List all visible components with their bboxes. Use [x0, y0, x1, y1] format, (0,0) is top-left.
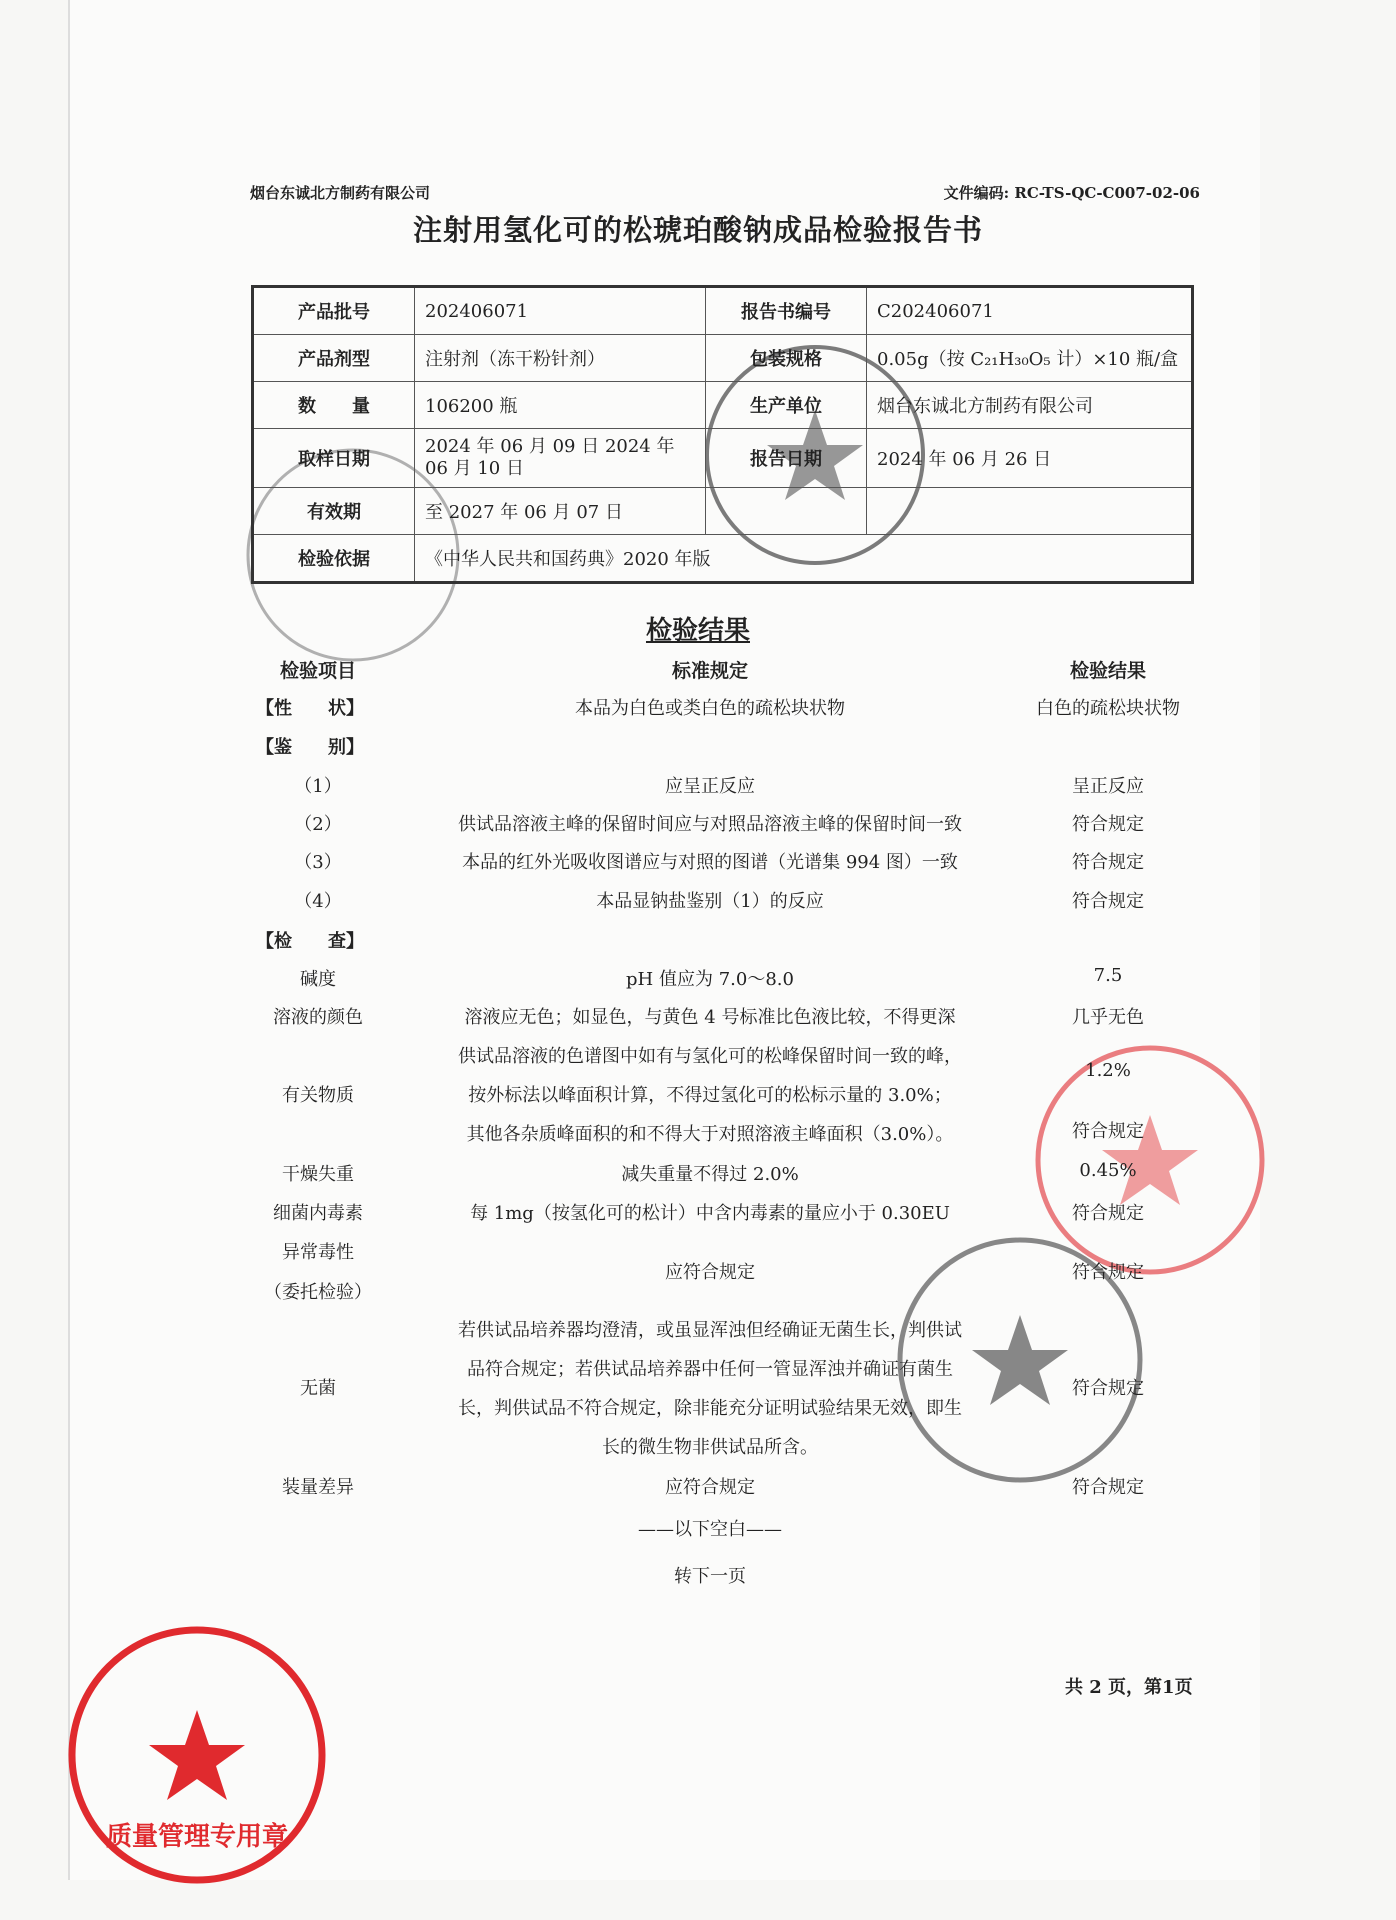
std: pH 值应为 7.0～8.0 — [626, 969, 794, 990]
result: 符合规定 — [1072, 1262, 1144, 1283]
expiry-value: 至 2027 年 06 月 07 日 — [415, 488, 706, 535]
page-title: 注射用氢化可的松琥珀酸钠成品检验报告书 — [412, 213, 983, 247]
results-heading: 检验结果 — [645, 616, 750, 646]
col-item-header: 检验项目 — [279, 660, 357, 682]
basis-label: 检验依据 — [253, 535, 415, 583]
result: 符合规定 — [1072, 1477, 1144, 1498]
item: （委托检验） — [264, 1282, 372, 1303]
std: 长，判供试品不符合规定，除非能充分证明试验结果无效，即生 — [458, 1398, 962, 1419]
result: 符合规定 — [1072, 1203, 1144, 1224]
result: 符合规定 — [1072, 1121, 1144, 1142]
item: （1） — [294, 776, 342, 797]
product-info-table — [251, 285, 1194, 584]
std: 本品的红外光吸收图谱应与对照的图谱（光谱集 994 图）一致 — [462, 852, 958, 873]
result-row — [0, 733, 1396, 771]
next-page-note: 转下一页 — [674, 1566, 746, 1587]
item: 有关物质 — [282, 1085, 354, 1106]
result: 符合规定 — [1072, 852, 1144, 873]
qty-value: 106200 瓶 — [415, 382, 706, 429]
col-result-header: 检验结果 — [1069, 660, 1147, 682]
item: 异常毒性 — [282, 1242, 354, 1263]
item: 细菌内毒素 — [273, 1203, 363, 1224]
std: 若供试品培养器均澄清，或虽显浑浊但经确证无菌生长，判供试 — [458, 1320, 962, 1341]
item: 溶液的颜色 — [273, 1007, 363, 1028]
std: 本品为白色或类白色的疏松块状物 — [575, 698, 845, 719]
batch-value: 202406071 — [415, 287, 706, 335]
sample-value: 2024 年 06 月 09 日 2024 年 06 月 10 日 — [415, 429, 706, 488]
company-name: 烟台东诚北方制药有限公司 — [250, 184, 431, 202]
svg-text:质量管理专用章: 质量管理专用章 — [105, 1822, 289, 1852]
doc-code: 文件编码: RC-TS-QC-C007-02-06 — [943, 184, 1200, 202]
page-count: 共 2 页，第1页 — [1065, 1677, 1193, 1698]
std: 按外标法以峰面积计算，不得过氢化可的松标示量的 3.0%； — [468, 1085, 952, 1106]
std: 每 1mg（按氢化可的松计）中含内毒素的量应小于 0.30EU — [470, 1203, 950, 1224]
maker-value: 烟台东诚北方制药有限公司 — [867, 382, 1193, 429]
maker-label: 生产单位 — [706, 382, 867, 429]
item: 【检 查】 — [256, 931, 364, 952]
result-row — [0, 810, 1396, 848]
item: 干燥失重 — [282, 1164, 354, 1185]
result: 几乎无色 — [1072, 1007, 1144, 1028]
col-std-header: 标准规定 — [671, 660, 749, 682]
sample-label: 取样日期 — [253, 429, 415, 488]
std: 应呈正反应 — [665, 776, 755, 797]
result-row — [0, 1199, 1396, 1237]
result-row — [0, 1316, 1396, 1472]
result: 1.2% — [1085, 1060, 1131, 1081]
pack-value: 0.05g（按 C₂₁H₃₀O₅ 计）×10 瓶/盒 — [867, 335, 1193, 382]
item: （2） — [294, 814, 342, 835]
std: 应符合规定 — [665, 1262, 755, 1283]
basis-value: 《中华人民共和国药典》2020 年版 — [415, 535, 1193, 583]
result-row — [0, 1238, 1396, 1318]
std: 其他各杂质峰面积的和不得大于对照溶液主峰面积（3.0%）。 — [466, 1124, 954, 1145]
result-row — [0, 1160, 1396, 1198]
item: 装量差异 — [282, 1477, 354, 1498]
item: 【鉴 别】 — [256, 737, 364, 758]
batch-label: 产品批号 — [253, 287, 415, 335]
result-row — [0, 1473, 1396, 1511]
std: 减失重量不得过 2.0% — [621, 1164, 799, 1185]
std: 应符合规定 — [665, 1477, 755, 1498]
result: 白色的疏松块状物 — [1036, 698, 1180, 719]
item: 碱度 — [300, 969, 336, 990]
blank-marker: ——以下空白—— — [638, 1519, 782, 1540]
result-row — [0, 1003, 1396, 1041]
expiry-label: 有效期 — [253, 488, 415, 535]
result-row — [0, 772, 1396, 810]
result-row — [0, 965, 1396, 1003]
result-row — [0, 1042, 1396, 1158]
item: 【性 状】 — [256, 698, 364, 719]
form-value: 注射剂（冻干粉针剂） — [415, 335, 706, 382]
qty-label: 数 量 — [253, 382, 415, 429]
report-date-value: 2024 年 06 月 26 日 — [867, 429, 1193, 488]
result-row — [0, 887, 1396, 925]
result: 符合规定 — [1072, 814, 1144, 835]
result: 呈正反应 — [1072, 776, 1144, 797]
std: 本品显钠盐鉴别（1）的反应 — [596, 891, 824, 912]
result: 7.5 — [1093, 965, 1123, 986]
report-no-label: 报告书编号 — [706, 287, 867, 335]
quality-stamp — [62, 1620, 332, 1890]
result-row — [0, 927, 1396, 965]
result-row — [0, 848, 1396, 886]
result: 符合规定 — [1072, 891, 1144, 912]
pack-label: 包装规格 — [706, 335, 867, 382]
result: 0.45% — [1079, 1160, 1137, 1181]
std: 溶液应无色；如显色，与黄色 4 号标准比色液比较，不得更深 — [464, 1007, 956, 1028]
std: 供试品溶液的色谱图中如有与氢化可的松峰保留时间一致的峰， — [458, 1046, 962, 1067]
form-label: 产品剂型 — [253, 335, 415, 382]
std: 长的微生物非供试品所含。 — [602, 1437, 818, 1458]
item: 无菌 — [300, 1378, 336, 1399]
std: 供试品溶液主峰的保留时间应与对照品溶液主峰的保留时间一致 — [458, 814, 962, 835]
result-row — [0, 694, 1396, 732]
std: 品符合规定；若供试品培养器中任何一管显浑浊并确证有菌生 — [467, 1359, 953, 1380]
result: 符合规定 — [1072, 1378, 1144, 1399]
item: （3） — [294, 852, 342, 873]
item: （4） — [294, 891, 342, 912]
report-no-value: C202406071 — [867, 287, 1193, 335]
report-date-label: 报告日期 — [706, 429, 867, 488]
